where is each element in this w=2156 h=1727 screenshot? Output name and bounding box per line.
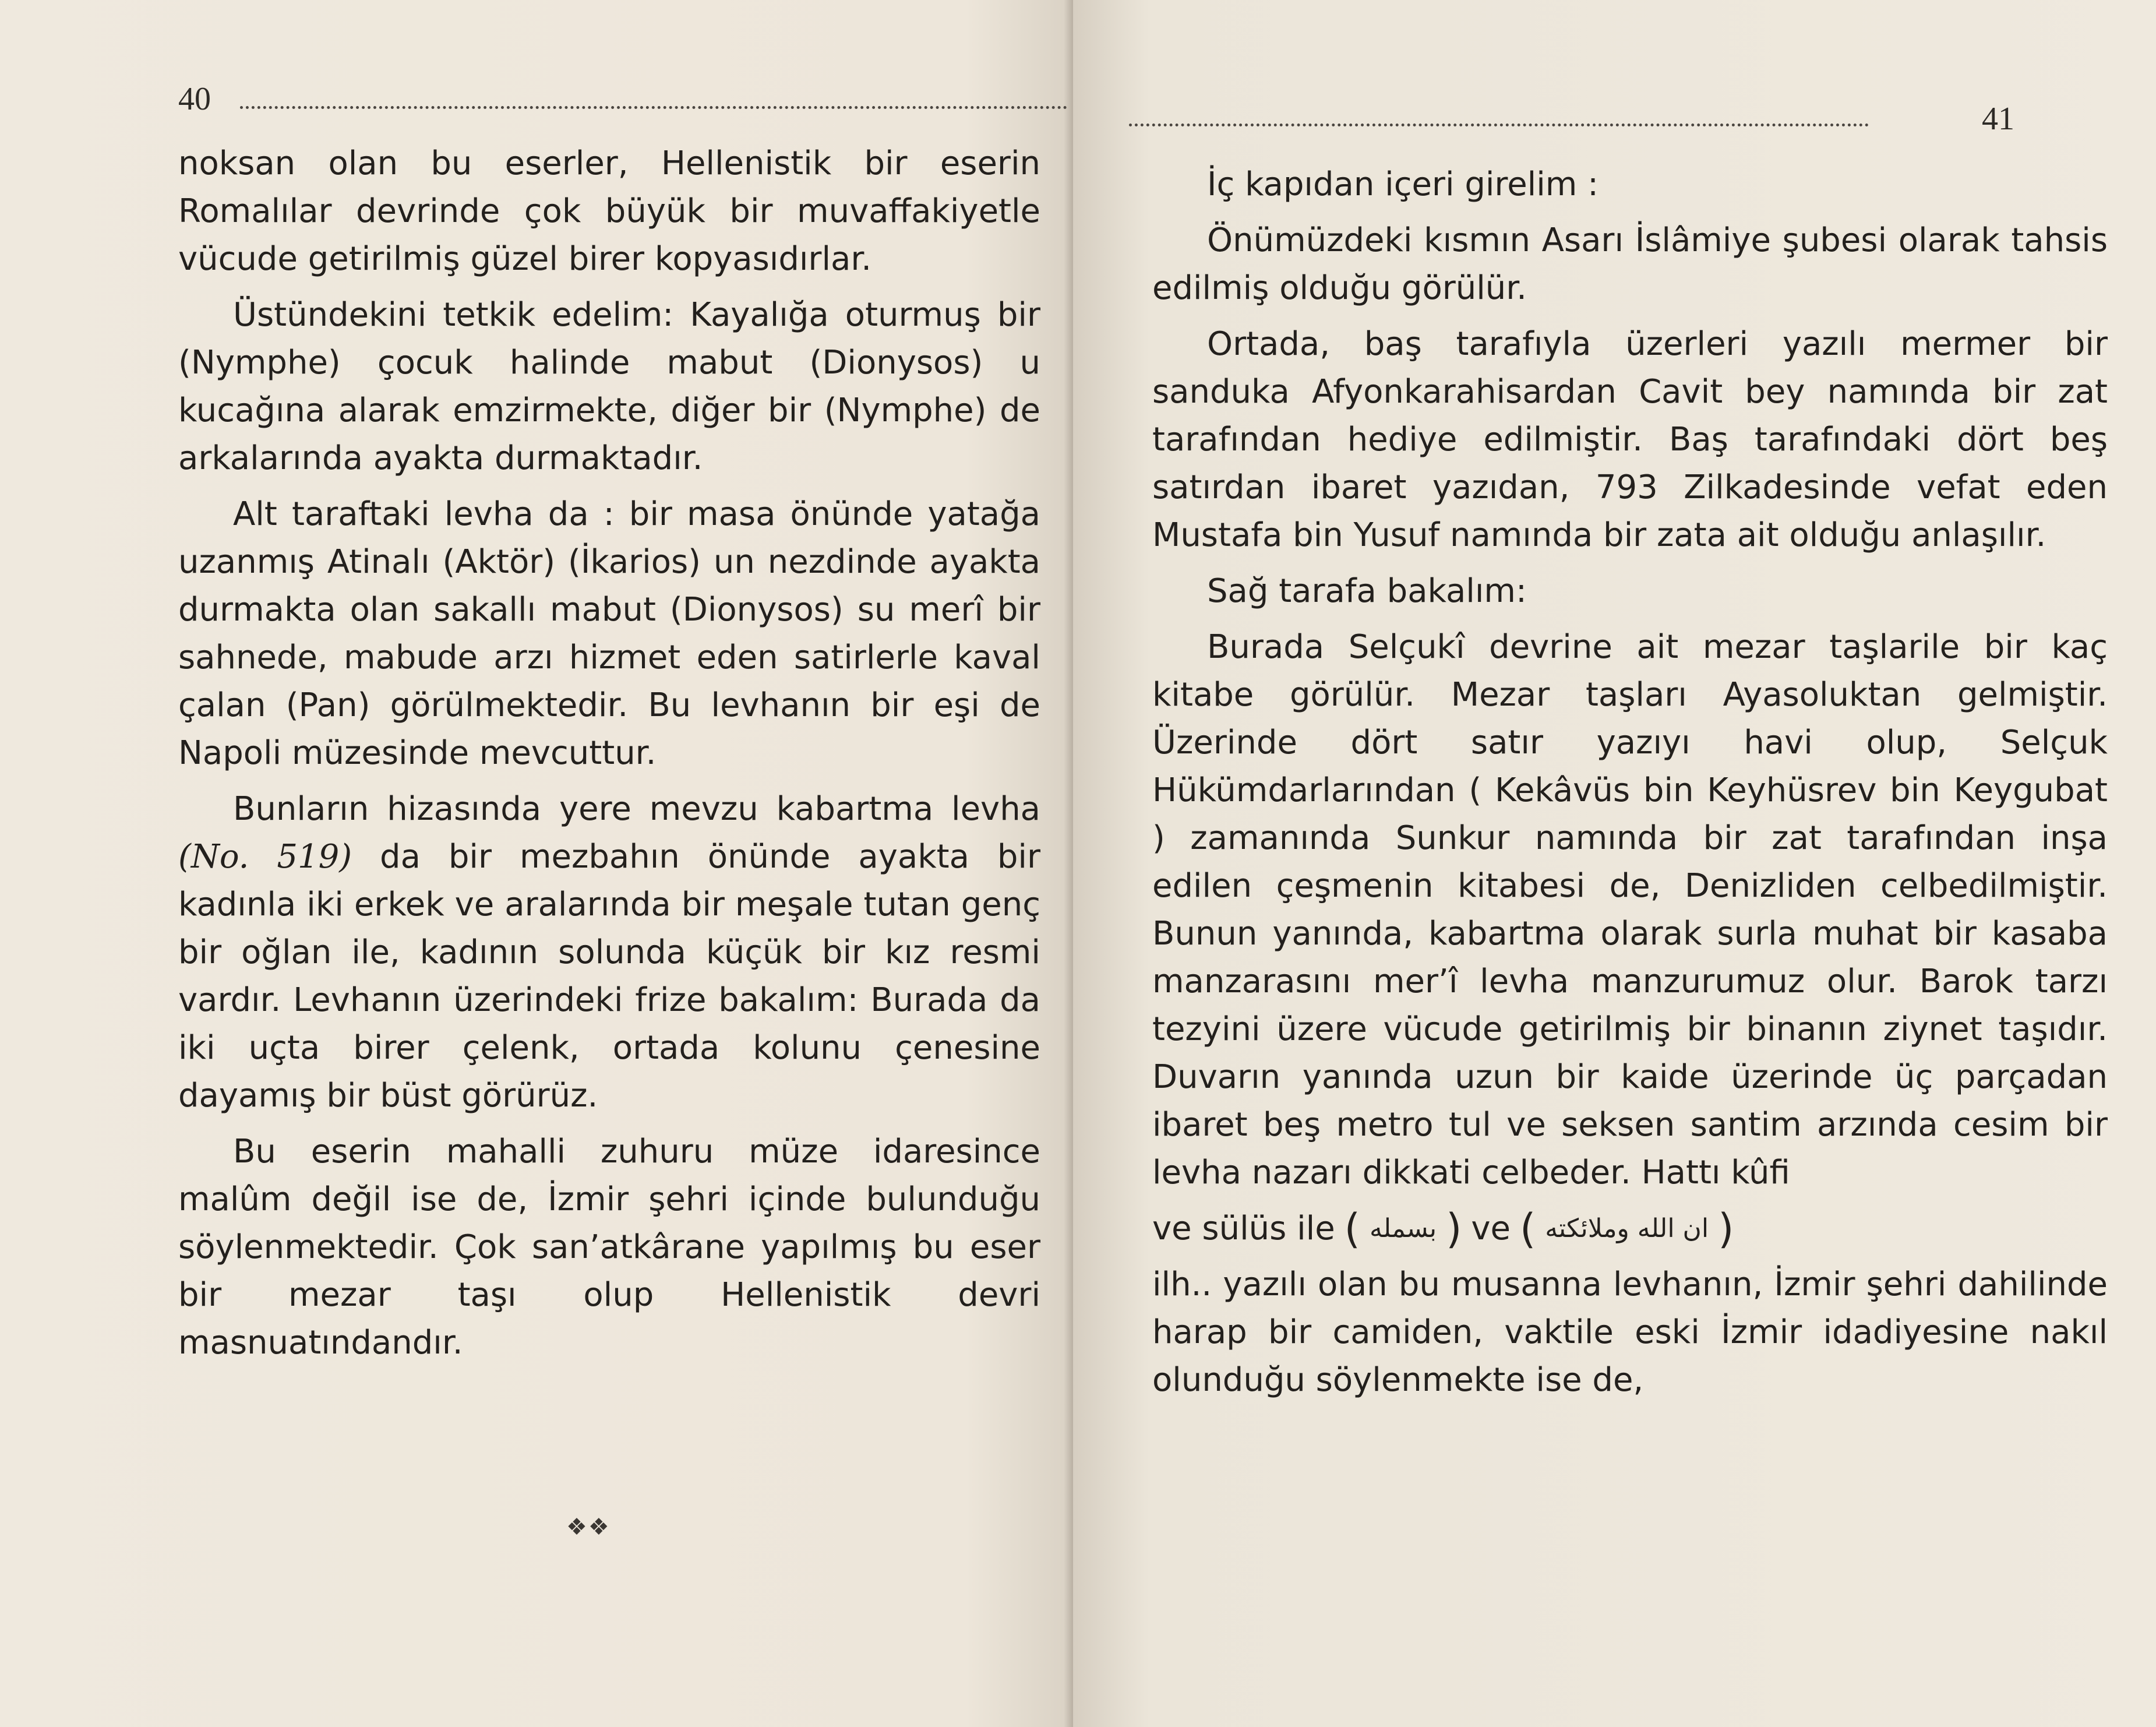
right-page-body (1152, 161, 2108, 1412)
right-page-number: 41 (1982, 101, 2014, 137)
paragraph: Burada Selçukî devrine ait mezar taşlarile bir kaç kitabe görülür. Mezar taşları Ayasoluktan gelmiştir. Üzerinde dört satır yazıyı havi olup, Selçuk Hükümdarlarından ( Kekâvüs bin Keyhüsrev bin Keygubat ) zamanında Sunkur namında bir zat tarafından inşa edilen çeşmenin kitabesi de, Denizliden celbedilmiştir. Bunun yanında, kabartma olarak surla muhat bir kasaba manzarasını mer’î levha manzurumuz olur. Barok tarzı tezyini üzere vücude getirilmiş bir binanın ziynet taşıdır. Duvarın yanında uzun bir kaide üzerinde üç parçadan ibaret beş metro tul ve seksen santim arzında cesim bir levha nazarı dikkati celbeder. Hattı kûfi (1152, 628, 2108, 1192)
left-page-body (178, 140, 1040, 1375)
paragraph: Önümüzdeki kısmın Asarı İslâmiye şubesi olarak tahsis edilmiş olduğu görülür. (1152, 221, 2108, 307)
right-page (1073, 0, 2156, 1727)
paragraph: Alt taraftaki levha da : bir masa önünde yatağa uzanmış Atinalı (Aktör) (İkarios) un nezdinde ayakta durmakta olan sakallı mabut (Dionysos) su merî bir sahnede, mabude arzı hizmet eden satirlerle kaval çalan (Pan) görülmektedir. Bu levhanın bir eşi de Napoli müzesinde mevcuttur. (178, 495, 1040, 772)
paragraph-text: Bunların hizasında yere mevzu kabartma levha (233, 790, 1040, 828)
inscription-prefix: ve sülüs ile (1152, 1210, 1335, 1247)
paragraph-text: da bir mezbahın önünde ayakta bir kadınla iki erkek ve aralarında bir meşale tutan genç bir oğlan ile, kadının solunda küçük bir kız resmi vardır. Levhanın üzerindeki frize bakalım: Burada da iki uçta birer çelenk, ortada kolunu çenesine dayamış bir büst görürüz. (178, 838, 1040, 1115)
inscription-conjunction: ve (1471, 1210, 1511, 1247)
arabic-verse: ان الله وملائكته (1545, 1214, 1709, 1243)
paragraph: noksan olan bu eserler, Hellenistik bir eserin Romalılar devrinde çok büyük bir muvaffakiyetle vücude getirilmiş güzel birer kopyasıdırlar. (178, 144, 1040, 278)
right-running-head-dots (1129, 124, 1869, 126)
paragraph (178, 785, 1040, 1120)
left-running-head-dots (240, 106, 1067, 109)
open-paren: ( (1519, 1205, 1536, 1253)
left-page-number: 40 (178, 81, 211, 117)
figure-reference: (No. 519) (178, 838, 352, 876)
arabic-basmala: بسمله (1369, 1214, 1437, 1243)
left-page (0, 0, 1073, 1727)
paragraph: İç kapıdan içeri girelim : (1207, 165, 1599, 203)
paragraph: Üstündekini tetkik edelim: Kayalığa oturmuş bir (Nymphe) çocuk halinde mabut (Dionysos) u kucağına alarak emzirmekte, diğer bir (Nymphe) de arkalarında ayakta durmaktadır. (178, 296, 1040, 477)
close-paren: ) (1446, 1205, 1462, 1253)
open-paren: ( (1344, 1205, 1360, 1253)
paragraph: ilh.. yazılı olan bu musanna levhanın, İzmir şehri dahilinde harap bir camiden, vaktile eski İzmir idadiyesine nakıl olunduğu söylenmekte ise de, (1152, 1266, 2108, 1399)
close-paren: ) (1718, 1205, 1734, 1253)
paragraph: Bu eserin mahalli zuhuru müze idaresince malûm değil ise de, İzmir şehri içinde bulunduğu söylenmektedir. Çok san’atkârane yapılmış bu eser bir mezar taşı olup Hellenistik devri masnuatındandır. (178, 1133, 1040, 1362)
section-ornament: ❖❖ (566, 1514, 611, 1540)
arabic-inscription-line (1152, 1205, 2108, 1253)
paragraph: Sağ tarafa bakalım: (1207, 572, 1527, 610)
paragraph: Ortada, baş tarafıyla üzerleri yazılı mermer bir sanduka Afyonkarahisardan Cavit bey namında bir zat tarafından hediye edilmiştir. Baş tarafındaki dört beş satırdan ibaret yazıdan, 793 Zilkadesinde vefat eden Mustafa bin Yusuf namında bir zata ait olduğu anlaşılır. (1152, 325, 2108, 554)
